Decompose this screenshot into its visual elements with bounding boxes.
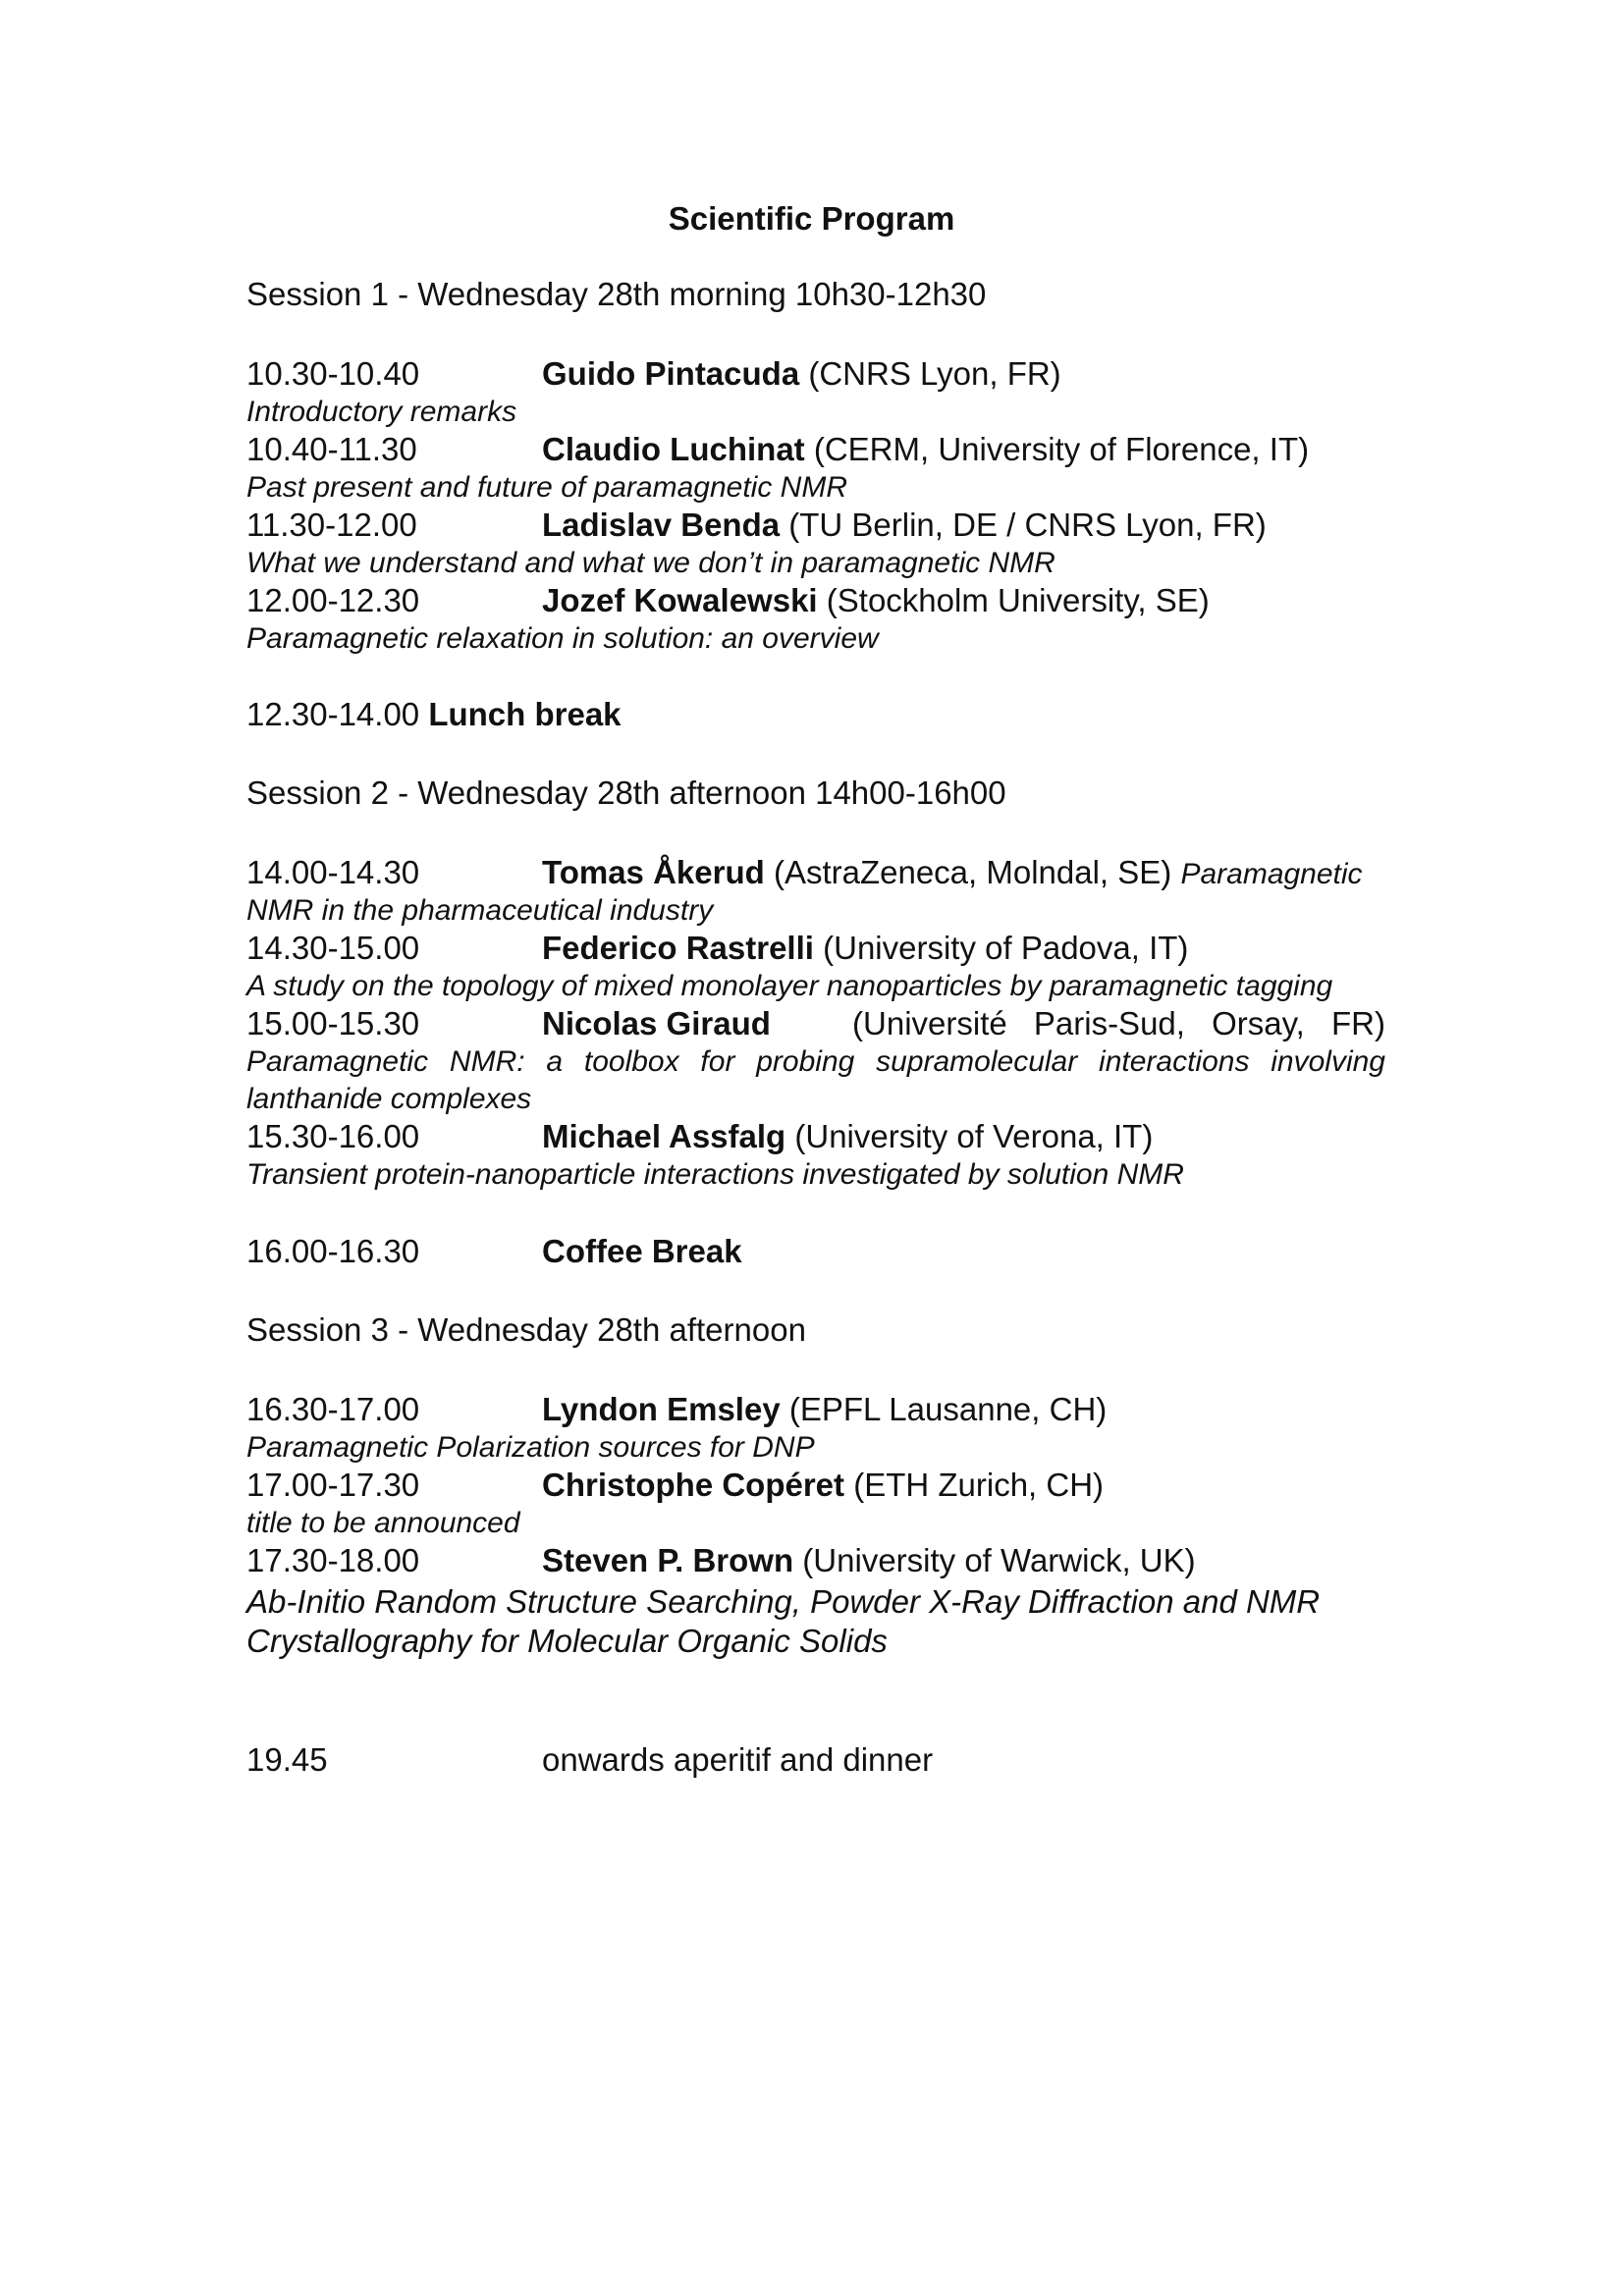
talk-time: 10.40-11.30 <box>246 431 417 467</box>
talk-row <box>246 1541 1385 1580</box>
coffee-time: 16.00-16.30 <box>246 1233 420 1269</box>
speaker-name: Tomas Åkerud <box>542 854 765 890</box>
speaker-affiliation: (CERM, University of Florence, IT) <box>804 431 1310 467</box>
talk-time: 17.00-17.30 <box>246 1467 420 1503</box>
talk-row <box>246 354 1385 394</box>
speaker-affiliation: (EPFL Lausanne, CH) <box>780 1391 1108 1427</box>
talk-title-continued: NMR in the pharmaceutical industry <box>246 894 714 927</box>
talk-row <box>246 1390 1385 1429</box>
lunch-break-row <box>246 695 1385 734</box>
talk-row <box>246 430 1385 469</box>
talk-row <box>246 1004 1385 1043</box>
talk-time: 17.30-18.00 <box>246 1542 420 1578</box>
dinner-time: 19.45 <box>246 1741 328 1778</box>
speaker-block <box>542 1004 1385 1043</box>
lunch-time: 12.30-14.00 <box>246 696 420 732</box>
lunch-label: Lunch break <box>428 696 622 732</box>
talk-row <box>246 506 1385 545</box>
talk-row <box>246 929 1385 968</box>
coffee-break-row <box>246 1232 1385 1271</box>
coffee-label: Coffee Break <box>542 1233 742 1269</box>
speaker-affiliation: (University of Warwick, UK) <box>793 1542 1196 1578</box>
talk-time: 11.30-12.00 <box>246 507 417 543</box>
speaker-affiliation: (University of Padova, IT) <box>813 930 1189 966</box>
speaker-name: Jozef Kowalewski <box>542 582 818 618</box>
speaker-affiliation: (University of Verona, IT) <box>785 1118 1154 1154</box>
session-3-heading: Session 3 - Wednesday 28th afternoon <box>246 1311 806 1348</box>
talk-title: Ab-Initio Random Structure Searching, Powder X-Ray Diffraction and NMR <box>246 1583 1321 1620</box>
speaker-name: Christophe Copéret <box>542 1467 845 1503</box>
speaker-affiliation: (Université Paris-Sud, Orsay, FR) <box>852 1005 1385 1041</box>
talk-title: Paramagnetic <box>1180 858 1363 890</box>
talk-time: 10.30-10.40 <box>246 355 420 392</box>
talk-title: Introductory remarks <box>246 396 517 428</box>
session-2-heading: Session 2 - Wednesday 28th afternoon 14h00-16h00 <box>246 774 1006 811</box>
talk-time: 15.00-15.30 <box>246 1005 420 1041</box>
page-title: Scientific Program <box>668 200 955 237</box>
talk-title-continued: lanthanide complexes <box>246 1083 532 1115</box>
talk-time: 14.00-14.30 <box>246 854 420 890</box>
dinner-label: onwards aperitif and dinner <box>542 1741 934 1778</box>
speaker-affiliation: (ETH Zurich, CH) <box>844 1467 1105 1503</box>
dinner-row <box>246 1740 1385 1780</box>
speaker-name: Ladislav Benda <box>542 507 781 543</box>
speaker-affiliation: (TU Berlin, DE / CNRS Lyon, FR) <box>780 507 1267 543</box>
speaker-name: Claudio Luchinat <box>542 431 805 467</box>
talk-title: title to be announced <box>246 1507 520 1539</box>
talk-row <box>246 1466 1385 1505</box>
talk-title: What we understand and what we don’t in paramagnetic NMR <box>246 547 1055 579</box>
talk-row <box>246 1117 1385 1156</box>
speaker-name: Lyndon Emsley <box>542 1391 781 1427</box>
session-1-heading: Session 1 - Wednesday 28th morning 10h30-12h30 <box>246 276 987 312</box>
talk-time: 12.00-12.30 <box>246 582 420 618</box>
talk-title: Transient protein-nanoparticle interactions investigated by solution NMR <box>246 1158 1184 1191</box>
talk-title: Paramagnetic NMR: a toolbox for probing supramolecular interactions involving <box>246 1045 1385 1078</box>
speaker-name: Nicolas Giraud <box>542 1005 771 1041</box>
speaker-name: Michael Assfalg <box>542 1118 786 1154</box>
speaker-affiliation: (AstraZeneca, Molndal, SE) <box>764 854 1181 890</box>
talk-title: A study on the topology of mixed monolayer nanoparticles by paramagnetic tagging <box>246 970 1333 1002</box>
talk-row <box>246 581 1385 620</box>
talk-title-continued: Crystallography for Molecular Organic Solids <box>246 1623 888 1659</box>
talk-title: Paramagnetic Polarization sources for DNP <box>246 1431 815 1464</box>
talk-time: 15.30-16.00 <box>246 1118 420 1154</box>
talk-title: Past present and future of paramagnetic NMR <box>246 471 847 504</box>
talk-title: Paramagnetic relaxation in solution: an overview <box>246 622 879 655</box>
speaker-affiliation: (CNRS Lyon, FR) <box>799 355 1061 392</box>
speaker-name: Guido Pintacuda <box>542 355 800 392</box>
speaker-name: Steven P. Brown <box>542 1542 794 1578</box>
speaker-affiliation: (Stockholm University, SE) <box>817 582 1210 618</box>
talk-time: 14.30-15.00 <box>246 930 420 966</box>
talk-time: 16.30-17.00 <box>246 1391 420 1427</box>
speaker-name: Federico Rastrelli <box>542 930 814 966</box>
talk-row <box>246 853 1385 894</box>
